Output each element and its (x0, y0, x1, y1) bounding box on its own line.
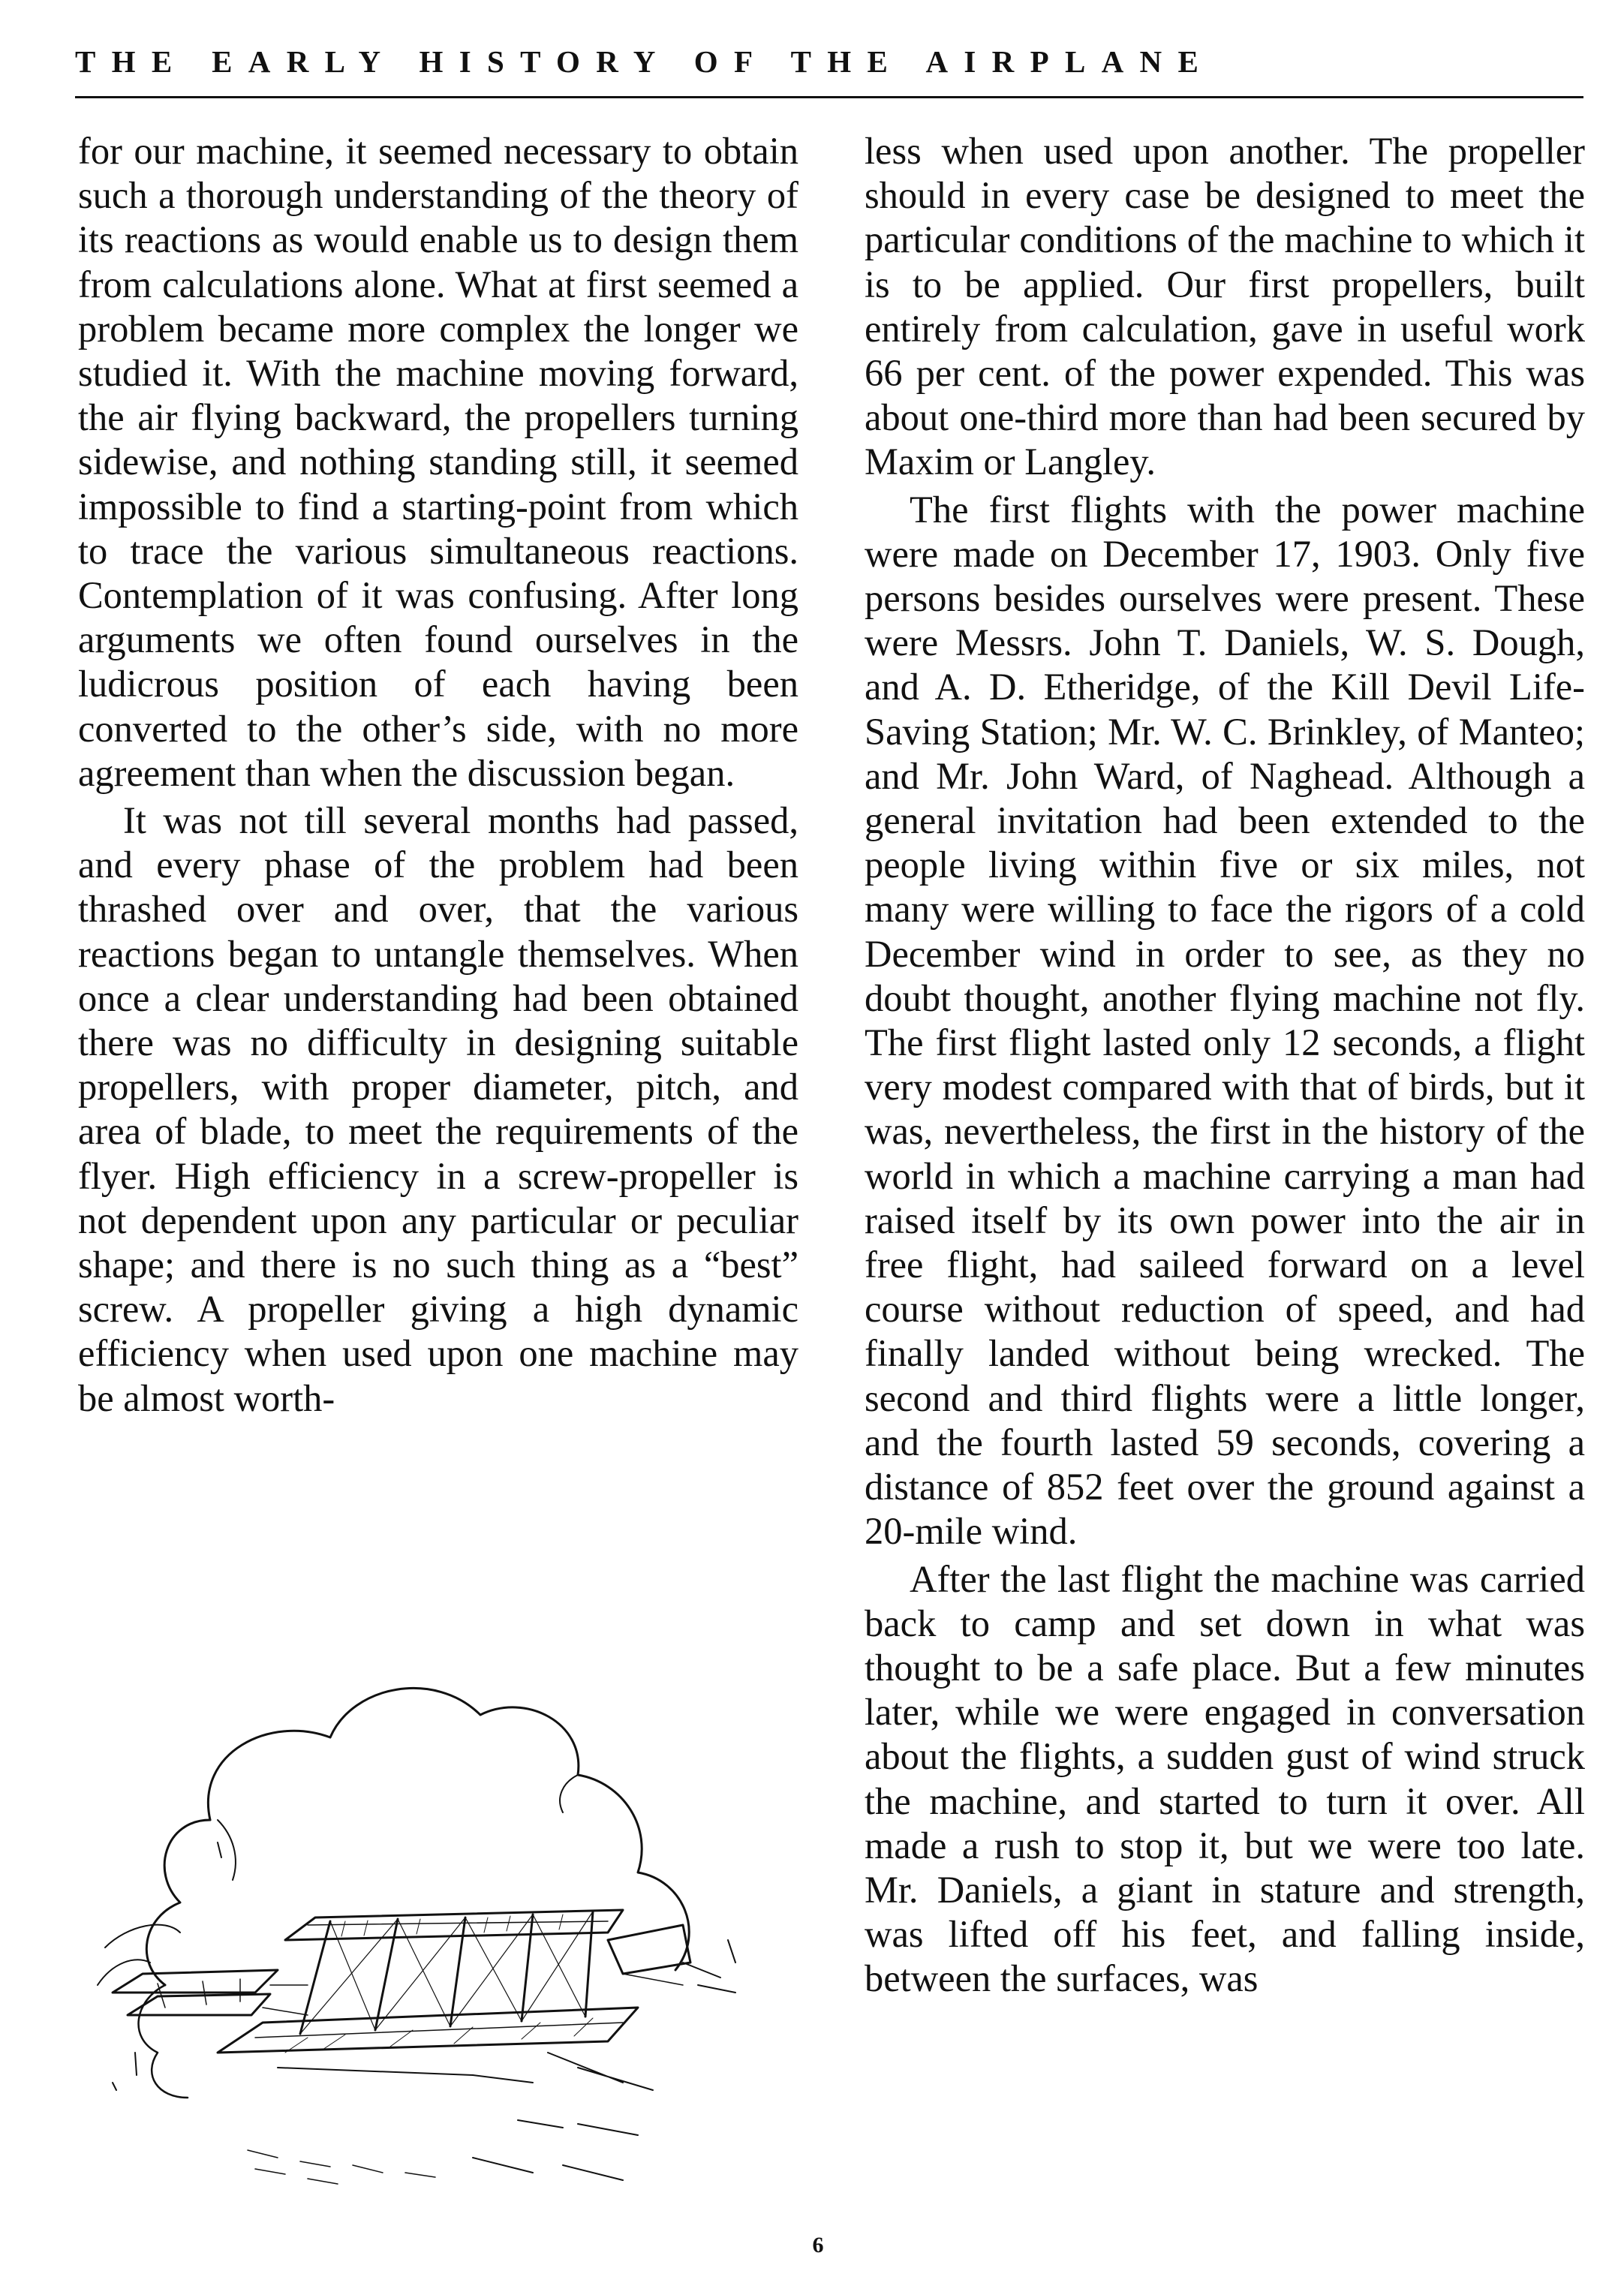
header-rule (75, 96, 1583, 98)
page-number: 6 (812, 2233, 824, 2257)
biplane-over-dune-illustration (83, 1632, 818, 2203)
paragraph: for our machine, it seemed necessary to obtain such a thorough understanding of the theory of its reactions as would enable us to design them from calculations alone. What at first seemed a problem became more complex the longer we studied it. With the machine moving forward, the air flying backward, the propellers turning sidewise, and nothing standing still, it seemed impossible to find a starting-point from which to trace the various simultaneous reactions. Contemplation of it was confusing. After long arguments we often found ourselves in the ludicrous position of each having been converted to the other’s side, with no more agreement than when the discussion began. (78, 130, 798, 794)
right-column (865, 129, 1585, 2002)
paragraph: It was not till several months had passed, and every phase of the problem had been thrashed over and over, that the various reactions began to untangle themselves. When once a clear understanding had been obtained there was no difficulty in designing suitable propellers, with proper diameter, pitch, and area of blade, to meet the requirements of the flyer. High efficiency in a screw-propeller is not dependent upon any particular or peculiar shape; and there is no such thing as a “best” screw. A propeller giving a high dynamic efficiency when used upon one machine may be almost worth- (78, 799, 798, 1419)
running-head: THE EARLY HISTORY OF THE AIRPLANE (75, 44, 1215, 79)
paragraph: less when used upon another. The propeller should in every case be designed to meet the particular conditions of the machine to which it is to be applied. Our first propellers, built entirely from calculation, gave in useful work 66 per cent. of the power expended. This was about one-third more than had been secured by Maxim or Langley. (865, 130, 1585, 483)
left-column (78, 129, 798, 1421)
paragraph: The first flights with the power machine were made on December 17, 1903. Only five persons besides ourselves were present. These were Messrs. John T. Daniels, W. S. Dough, and A. D. Etheridge, of the Kill Devil Life-Saving Station; Mr. W. C. Brinkley, of Manteo; and Mr. John Ward, of Naghead. Although a general invitation had been extended to the people living within five or six miles, not many were willing to face the rigors of a cold December wind in order to see, as they no doubt thought, another flying machine not fly. The first flight lasted only 12 seconds, a flight very modest compared with that of birds, but it was, nevertheless, the first in the history of the world in which a machine carrying a man had raised itself by its own power into the air in free flight, had saileed forward on a level course without reduction of speed, and had finally landed without being wrecked. The second and third flights were a little longer, and the fourth lasted 59 seconds, covering a distance of 852 feet over the ground against a 20-mile wind. (865, 488, 1585, 1553)
paragraph: After the last flight the machine was carried back to camp and set down in what was thought to be a safe place. But a few minutes later, while we were engaged in conversation about the flights, a sudden gust of wind struck the machine, and started to turn it over. All made a rush to stop it, but we were too late. Mr. Daniels, a giant in stature and strength, was lifted off his feet, and falling inside, between the surfaces, was (865, 1557, 1585, 2000)
